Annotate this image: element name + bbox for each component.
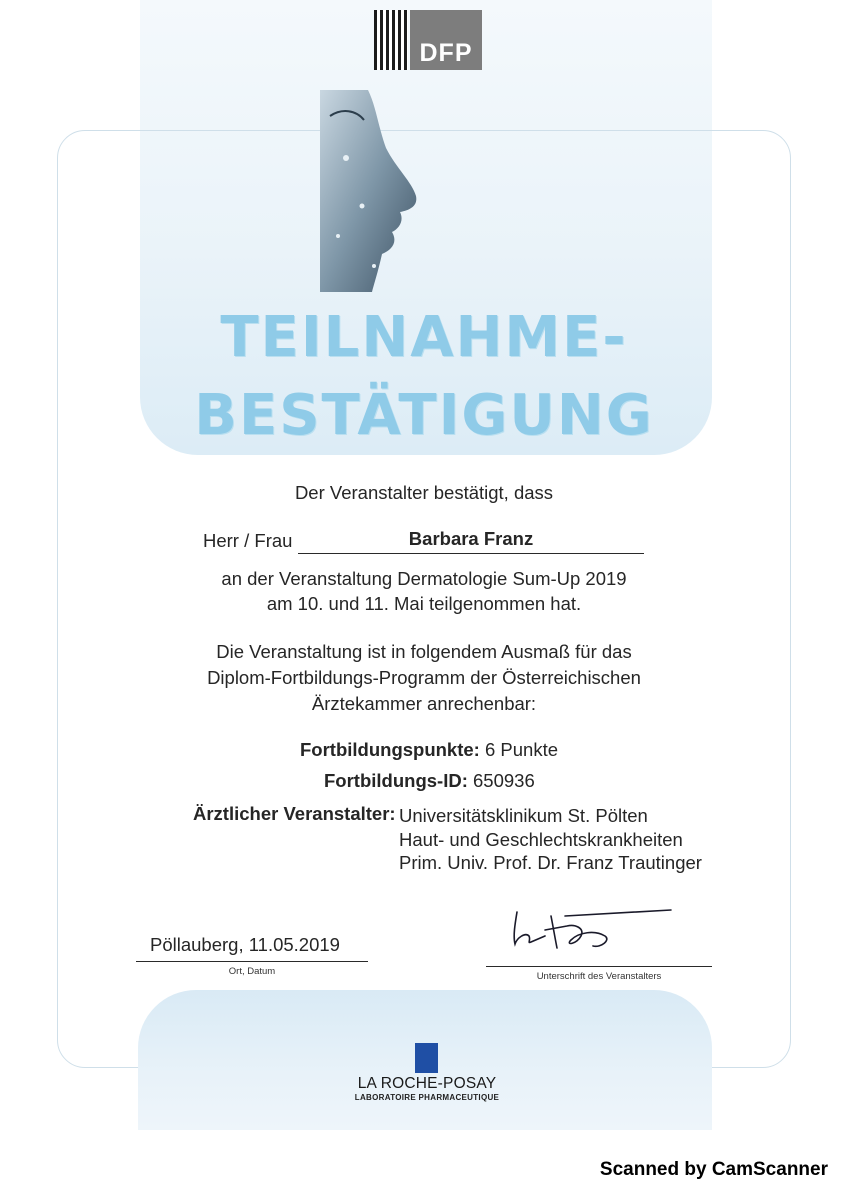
organizer-line-3: Prim. Univ. Prof. Dr. Franz Trautinger	[399, 852, 702, 873]
place-date: Pöllauberg, 11.05.2019	[150, 934, 340, 955]
id-row	[324, 768, 535, 794]
place-date-underline	[136, 961, 368, 962]
event-line-2: am 10. und 11. Mai teilgenommen hat.	[266, 593, 582, 614]
face-illustration	[316, 86, 426, 296]
signature-caption: Unterschrift des Veranstalters	[536, 971, 662, 982]
brand-logo-mark	[415, 1043, 438, 1073]
title-line-2: BESTÄTIGUNG	[194, 383, 654, 448]
points-row	[300, 737, 558, 763]
organizer-line-2: Haut- und Geschlechtskrankheiten	[399, 829, 683, 850]
id-label: Fortbildungs-ID:	[324, 770, 468, 791]
brand-name: LA ROCHE-POSAY	[357, 1075, 497, 1092]
participant-label: Herr / Frau	[203, 530, 293, 551]
intro-text: Der Veranstalter bestätigt, dass	[294, 482, 554, 503]
signature	[505, 906, 675, 962]
organizer-line-1: Universitätsklinikum St. Pölten	[399, 805, 648, 826]
place-date-caption: Ort, Datum	[228, 966, 276, 977]
id-value: 650936	[473, 770, 535, 791]
accreditation-line-3: Ärztekammer anrechenbar:	[311, 693, 537, 714]
title-line-1: TEILNAHME-	[220, 305, 628, 370]
accreditation-line-2: Diplom-Fortbildungs-Programm der Österreichischen	[207, 667, 641, 688]
dfp-logo	[374, 10, 482, 70]
organizer-label: Ärztlicher Veranstalter:	[193, 803, 396, 824]
dfp-logo-text: DFP	[419, 39, 473, 67]
points-value: 6 Punkte	[484, 739, 559, 760]
scanner-watermark: Scanned by CamScanner	[599, 1159, 828, 1180]
points-label: Fortbildungspunkte:	[300, 739, 480, 760]
signature-underline	[486, 966, 712, 967]
dfp-logo-bars	[374, 10, 408, 70]
participant-underline	[298, 553, 644, 554]
event-line-1: an der Veranstaltung Dermatologie Sum-Up 2019	[221, 568, 627, 589]
brand-subtitle: LABORATOIRE PHARMACEUTIQUE	[354, 1093, 500, 1102]
participant-name: Barbara Franz	[408, 528, 534, 549]
accreditation-line-1: Die Veranstaltung ist in folgendem Ausmaß für das	[216, 641, 632, 662]
